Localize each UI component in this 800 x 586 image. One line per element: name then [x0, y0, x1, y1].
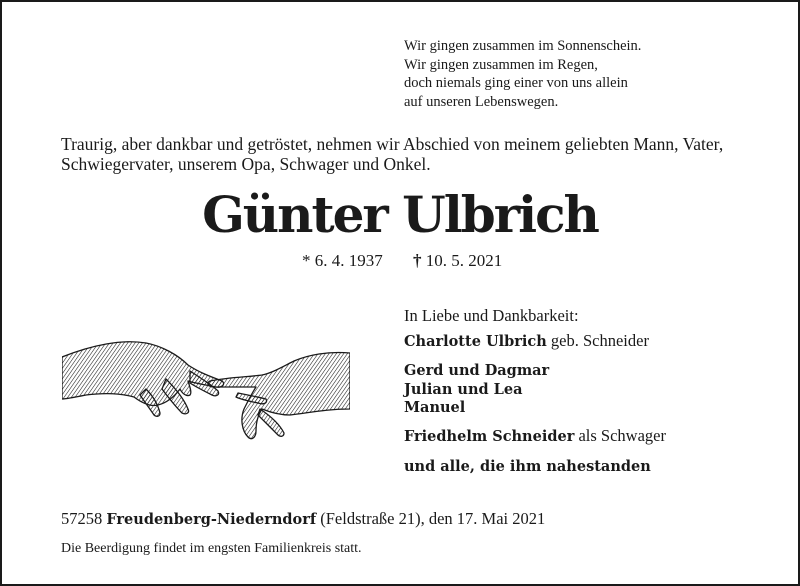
widow-name: Charlotte Ulbrich: [404, 332, 547, 350]
brother-in-law-note: als Schwager: [578, 425, 666, 445]
poem-line: Wir gingen zusammen im Sonnenschein.: [404, 38, 642, 54]
family-member: Gerd und Dagmar: [404, 362, 550, 379]
funeral-note: Die Beerdigung findet im engsten Familienkreis statt.: [61, 541, 362, 556]
cross-icon: †: [413, 251, 422, 270]
brother-in-law-line: [404, 427, 666, 447]
family-member: Manuel: [404, 399, 466, 416]
widow-note: geb. Schneider: [550, 330, 649, 350]
poem-line: doch niemals ging einer von uns allein: [404, 75, 628, 91]
family-member: Julian und Lea: [404, 380, 523, 398]
deceased-name: Günter Ulbrich: [202, 185, 598, 244]
town: Freudenberg-Niederndorf: [106, 511, 317, 528]
poem-line: auf unseren Lebenswegen.: [404, 93, 559, 110]
life-dates: [302, 251, 502, 271]
death-date: 10. 5. 2021: [425, 251, 503, 270]
brother-in-law-name: Friedhelm Schneider: [404, 427, 575, 445]
street-and-date: (Feldstraße 21), den 17. Mai 2021: [320, 509, 546, 528]
postal-code: 57258: [61, 509, 103, 528]
widow-line: [404, 332, 666, 352]
place-and-date: [61, 509, 545, 529]
intro-line: Schwiegervater, unserem Opa, Schwager und Onkel.: [61, 154, 431, 174]
intro-text: [61, 134, 761, 174]
birth-date: * 6. 4. 1937: [302, 251, 383, 270]
mourners-list: [404, 307, 666, 477]
creation-of-adam-hands-icon: [62, 337, 350, 447]
mourners-intro: In Liebe und Dankbarkeit:: [404, 306, 579, 325]
poem-line: Wir gingen zusammen im Regen,: [404, 56, 598, 73]
intro-line: Traurig, aber dankbar und getröstet, nehmen wir Abschied von meinem geliebten Mann, Vater,: [61, 134, 724, 154]
poem: [404, 37, 641, 111]
mourners-closing: und alle, die ihm nahestanden: [404, 458, 651, 475]
